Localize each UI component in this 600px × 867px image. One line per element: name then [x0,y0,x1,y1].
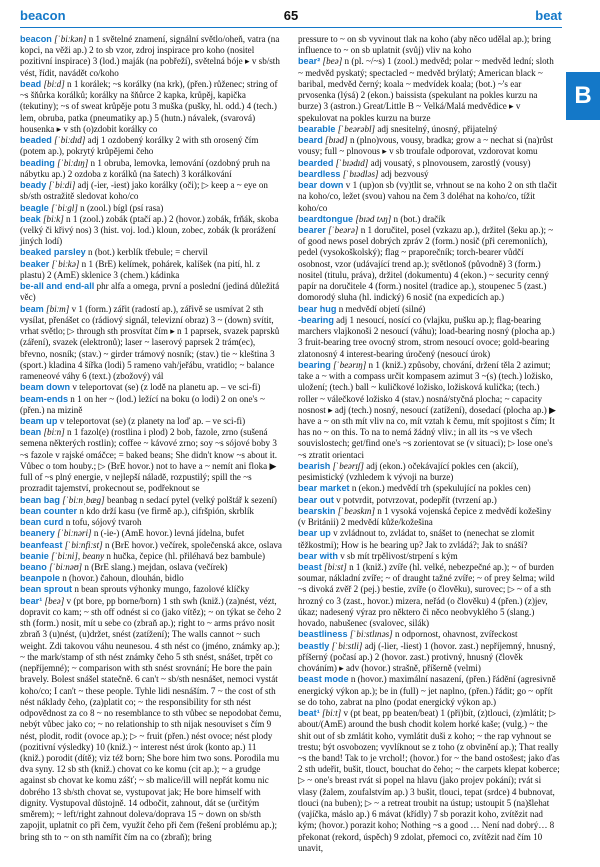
dictionary-entry [20,528,282,539]
dictionary-entry [20,540,282,551]
entry-definition: v (pt beat, pp beaten/beat) 1 (při)bít, (z)tlouci, (z)mlátit; ▷ about/(AmE) around the bush chodit kolem horké kaše; (vulg.) ~ the shit out of sb zmlátit koho, vymlátit duši z koho; ~ the rap vyhnout se trestu; být osvobozen; vyvlíknout se z toho (z obvinění ap.); That really ~s the band! Tak to je vrchol!; (hovor.) for ~ the band ostošest; jako ďas 2 sth udeřit, bušit, tlouct, bouchat do čeho; ~ the carpets klepat koberce; ▷ ~ one's breast rvát si popel na hlavu (jako projev pokání); rvát si vlasy (žalem, zoufalstvím ap.) 3 bušit, tlouci, tepat (srdce) 4 bubnovat, tlouci (na buben); ▷ ~ a retreat troubit na ústup; ustoupit 5 (na)šlehat (vajíčka, máslo ap.) 6 mávat (křídly) 7 sb porazit koho, zvítězit nad kým; (hovor.) porazit koho; Nothing ~s a good … Není nad dobrý… 8 překonat (rekord, úspěch) 9 zdolat, přemoci co, zvítězit nad čím 10 unavit, [298,708,560,853]
entry-definition: n tofu, sójový tvaroh [65,517,142,528]
dictionary-entry [298,461,560,483]
entry-definition: n (pl. ~/~s) 1 (zool.) medvěd; polar ~ medvěd lední; sloth ~ medvěd pyskatý; spectacled ~ medvěd brýlatý; American black ~ baribal, medvěd černý; koala ~ medvídek koala; (bot.) ~'s ear prvosenka (lýsá) 2 (ekon.) baissista (spekulant na pokles kurzu na burze) 3 (astron.) Great/Little B ~ Velká/Malá medvědice ▸ v spekulovat na pokles kurzu na burze [298,56,554,123]
entry-headword: bear out [298,494,334,505]
dictionary-entry [298,158,560,169]
entry-definition: n (ekon.) medvědí trh (spekulující na pokles cen) [351,483,531,494]
entry-headword: bear up [298,528,331,539]
page-header [20,8,562,26]
entry-headword: beak [20,213,41,224]
dictionary-entry [298,641,560,675]
entry-headword: be-all and end-all [20,281,95,292]
entry-headword: beam down [20,382,71,393]
entry-headword: beanfeast [20,539,63,550]
entry-definition: n 1 (zool.) zobák (ptačí ap.) 2 (hovor.) zobák, frňák, skoba (velký či křivý nos) 3 (hist. voj. lod.) kloun, zobec, zobák (k prorážení jiných lodí) [20,213,279,247]
entry-pronunciation: [ˈbeəskɪn] [337,505,375,516]
entry-pronunciation: [ˈbiːnəʊ] [49,562,83,573]
dictionary-entry [298,674,560,708]
entry-definition: n (bot.) kerblík třebule; = chervil [88,247,208,258]
entry-headword: bearable [298,123,336,134]
dictionary-entry [298,214,560,225]
entry-headword: beagle [20,202,49,213]
entry-definition: adj bezvousý [380,168,429,179]
entry-headword: bear² [298,56,321,67]
entry-headword: beading [20,157,55,168]
dictionary-entry [20,203,282,214]
entry-pronunciation: [biːst] [324,562,347,573]
entry-headword: bean bag [20,494,60,505]
entry-definition: v 1 (form.) zářit (radostí ap.), zářivě se usmívat 2 sth vysílat, přenášet co (rádiový signál, televizní obraz) 3 ~ (down) svítit, vrhat světlo; ▷ through sth prosvítat čím ▸ n 1 paprsek, svazek paprsků (záření), svazek (elektronů); laser ~ laserový paprsek 2 trám(ec), břevno, nosník; (stav.) ~ girder trámový nosník; (stav.) tie ~ kleština 3 (sport.) kladina 4 šířka (lodi) 5 rameno vah/jeřábu, vratidlo; ~ balance rameneové váhy 6 (text.) (zbožový) vál [20,303,280,382]
entry-pronunciation: [biːd] [43,78,65,89]
entry-pronunciation: [ˈbiːni], beany [51,550,105,561]
entry-headword: bear¹ [20,595,43,606]
entry-pronunciation: [ˈbiːdɪd] [54,135,86,146]
entry-headword: beaker [20,258,50,269]
entry-definition: v teleportovat (se) (z lodě na planetu ap. – ve sci-fi) [72,382,261,393]
dictionary-entry [298,506,560,528]
entry-pronunciation: [biːn] [43,427,65,438]
dictionary-entry [298,708,560,854]
dictionary-entry [298,304,560,315]
dictionary-entry [20,158,282,180]
entry-headword: bean [20,427,42,438]
page-number: 65 [283,8,299,23]
entry-definition: v teleportovat (se) (z planety na loď ap. – ve sci-fi) [59,415,246,426]
entry-definition: adj 1 nesoucí, nosící co (vlajku, pušku ap.); flag-bearing marchers vlajkonoši 2 nesoucí (váhu); load-bearing nosný (plocha ap.) 3 fruit-bearing tree ovocný strom, strom nesoucí ovoce; gold-bearing zlatonosný 4 interest-bearing úročený (nesoucí úrok) [298,314,555,359]
entry-pronunciation: [ˈbiːgl] [51,202,78,213]
left-guide-word: beacon [20,8,66,23]
entry-headword: beast mode [298,674,349,685]
dictionary-entry [298,495,560,506]
entry-definition: n kdo drží kasu (ve firmě ap.), cifršpión, skrblík [79,505,254,516]
dictionary-entry [20,573,282,584]
entry-definition: n hučka, čepice (hl. přiléhavá bez bambule) [106,550,265,561]
entry-pronunciation: [bɪəd tʌŋ] [355,213,392,224]
entry-headword: bear hug [298,303,337,314]
entry-headword: beanpole [20,573,60,584]
entry-pronunciation: [ˈbiːnˌbæg] [62,494,105,505]
entry-pronunciation: [ˈbiːdi] [48,180,76,191]
entry-definition: adj (-ier, -iest) jako korálky (oči); ▷ keep a ~ eye on sb/sth ostražitě sledovat koho/co [20,180,268,202]
entry-definition: v potvrdit, potvrzovat, podepřít (tvrzení ap.) [336,494,497,505]
entry-definition: adj snesitelný, únosný, přijatelný [377,123,498,134]
dictionary-entry [20,382,282,393]
dictionary-entry [298,360,560,461]
entry-headword: beaded [20,135,52,146]
entry-definition: n 1 světelné znamení, signální světlo/oheň, vatra (na kopci, na věži ap.) 2 to sb vzor, zdroj inspirace pro koho (nositel pozitivní inspirace) 3 (lod.) maják (na pobřeží), světelná bóje ▸ v sb/sth vést, řídit, navádět co/koho [20,34,280,78]
entry-pronunciation: [ˈbɪədləs] [342,168,379,179]
entry-pronunciation: [ˈbiːstlɪnəs] [349,629,393,640]
entry-pronunciation: [ˈbeərəbl] [337,123,376,134]
entry-definition: beanbag n sedací pytel (velký polštář k sezení) [106,494,277,505]
entry-pronunciation: [beə] [322,56,343,67]
entry-headword: beady [20,180,47,191]
dictionary-entry [20,562,282,573]
entry-definition: n 1 (kniž.) způsoby, chování, držení těla 2 azimut; take a ~ with a compass určit kompasem azimut 3 ~(s) (tech.) ložisko, uložení; (tech.) ball ~ kuličkové ložisko, ložisková kulička; (tech.) roller ~ válečkové ložisko 4 (stav.) nosná/styčná plocha; ~ capacity nosnost ▸ adj (tech.) nosný, nesoucí (zatížení), dosedací (plocha ap.) ▶ have a ~ on sth mít vliv na co, mít vztah k čemu, mít spojitost s čím; It has no ~ on this. To na to nemá žádný vliv.; in all its ~s ve všech souvislostech; get/find one's ~s zorientovat se (v situaci); ▷ lose one's ~s ztratit orientaci [298,359,557,460]
entry-headword: bear market [298,483,350,494]
entry-headword: beam-ends [20,393,69,404]
dictionary-entry [298,528,560,550]
entry-headword: beat¹ [298,708,320,719]
dictionary-entry [20,517,282,528]
dictionary-entry [298,34,560,56]
dictionary-entry [20,584,282,595]
entry-definition: n 1 korálek; ~s korálky (na krk), (přen.) růženec; string of ~s šňůrka korálků; korálky na šňůrce 2 kapka, krůpěj, kapička (tekutiny); ~s of sweat krůpěje potu 3 muška (pušky, hl. odd.) 4 (tech.) lem, obruba, patka (pneumatiky ap.) 5 (hutn.) návalek, (svarová) housenka ▸ v sth (o)zdobit korálky co [20,78,278,134]
entry-definition: n (hovor.) maximální nasazení, (přen.) řádění (agresivně energický výkon ap.); be in (full) ~ jet naplno, (přen.) řádit; go ~ opřít se do toho, zabrat na plno (podat energický výkon ap.) [298,674,556,707]
entry-pronunciation: [ˈbiːnfiːst] [64,539,103,550]
entry-pronunciation: [ˈbiːkən] [54,34,87,44]
entry-pronunciation: [beə] [44,595,65,606]
entry-definition: v sb mít trpělivost/strpení s kým [340,550,458,561]
entry-definition: n 1 doručitel, posel (vzkazu ap.), držitel (šeku ap.); ~ of good news posel dobrých zpráv 2 (form.) nosič (při ceremoniích), pedel (vysokoškolský); flag ~ praporečník; torch-bearer vůdčí osobnost, vzor (udávající trend ap.); světlonoš (původně) 3 (form.) nositel (titulu, práva), držitel (dokumentu) 4 (ekon.) ~ security cenný papír na doručitele 4 (form.) nositel (tradice ap.), stoupenec 5 (zast.) domorodý sluha (hl. indický) 6 nosič (na expedicích ap.) [298,224,554,303]
entry-pronunciation: [ˈbeərə] [328,224,359,235]
dictionary-entry [20,394,282,416]
dictionary-entry [20,281,282,303]
dictionary-entry [298,483,560,494]
entry-headword: beanery [20,528,55,539]
entry-definition: adj vousatý, s plnovousem, zarostlý (vousy) [370,157,531,168]
entry-definition: n 1 fazol(e) (rostlina i plod) 2 bob, fazole, zrno (sušená semena některých rostlin); coffee ~ kávové zrno; soy ~s sójové boby 3 ~s fazole v rajské omáčce; = baked beans; She didn't know ~s about it. Vůbec o tom houby.; ▷ (BrE hovor.) not to have a ~ nemít ani floka ▶ full of ~s plný energie, v nejlepší náladě, rozpustilý; spill the ~s prozradit tajemství, prokecnout se, podřeknout se [20,427,278,494]
dictionary-entry [20,551,282,562]
dictionary-entry [20,79,282,135]
entry-pronunciation: [ˈbiːkə] [51,258,80,269]
left-column [20,34,282,843]
entry-definition: v (pt bore, pp borne/born) 1 sth swh (kniž.) (za)nést, vézt, dopravit co kam; ~ sth off odnést si co (jako vítěz); ~ on týkat se čeho 2 sth (form.) nosit, mít u sebe co (zbraň ap.); right to ~ arms právo nosit zbraň 3 (u)nést, (u)držet, snést (zatížení); The walls cannot ~ such weight. Zdi takovou váhu neunesou. 4 sth nést co (jméno, známky ap.); ~ the mark/stamp of sth nést známky čeho 5 sth snést, snášet, trpět co (nepříjemné); ~ comparison with sth snést srovnání; He bore the pain bravely. Bolest snášel statečně. 6 can't ~ sb/sth nesnášet, nemoci vystát koho/co; I can't ~ these people. Tyhle lidi nesnáším. 7 ~ the cost of sth nést náklady čeho, (za)platit co; ~ the responsibility for sth nést odpovědnost za co 8 ~ no resemblance to sth vůbec se nepodobat čemu, nebýt vůbec jako co; ~ no relationship to sth nijak nesouviset s čím 9 nést, plodit, rodit (ovoce ap.); ▷ ~ fruit (přen.) nést ovoce; nést plody (pozitivní výsledky) 10 (kniž.) ~ interest nést úrok (konto ap.) 11 (kniž.) porodit (dítě); viz též born; She bore him two sons. Porodila mu dva syny. 12 sb sth (kniž.) chovat co ke komu (cit ap.); ~ a grudge against sb chovat ke komu zášť; ~ sb malice/ill will nepřát komu nic dobrého 13 sb/sth chovat se, vystupovat jak; He bore himself with dignity. Vystupoval důstojně. 14 odbočit, zahnout, dát se (určitým směrem); ~ left/right zahnout doleva/doprava 15 ~ down on sb/sth zapojit, uplatnit co při čem, využít čeho při čem (řešení problému ap.); bring sth to ~ on sth namířit čím na co (zbraň); bring [20,595,282,842]
entry-definition: pressure to ~ on sb vyvinout tlak na koho (aby něco udělal ap.); bring influence to ~ on sb uplatnit (svůj) vliv na koho [298,34,551,56]
entry-pronunciation: [ˈbiːnəri] [57,528,92,539]
entry-definition: n 1 vysoká vojenská čepice z medvědí kožešiny (v Británii) 2 medvědí kůže/kožešina [298,505,552,528]
dictionary-entry [20,259,282,281]
dictionary-entry [20,427,282,494]
entry-pronunciation: [bɪəd] [325,135,348,146]
dictionary-entry [20,247,282,258]
entry-definition: phr alfa a omega, první a poslední (jediná důležitá věc) [20,281,280,303]
entry-headword: beaked parsley [20,247,86,258]
entry-pronunciation: [biːt] [322,708,342,719]
entry-definition: n (BrE slang.) mejdan, oslava (večírek) [84,562,228,573]
dictionary-entry [298,225,560,304]
dictionary-entry [298,169,560,180]
entry-headword: bear with [298,550,338,561]
entry-definition: n 1 obruba, lemovka, lemování (ozdobný pruh na nábytku ap.) 2 ozdoba z korálků (na šatech) 3 korálkování [20,157,271,179]
entry-definition: n odpornost, ohavnost, zvířeckost [394,629,518,640]
entry-headword: beast [298,562,322,573]
entry-headword: bearing [298,359,331,370]
entry-pronunciation: [ˈbiːdɪŋ] [57,157,89,168]
entry-pronunciation: [biːk] [43,213,64,224]
entry-pronunciation: [ˈbiːstli] [331,640,363,651]
entry-definition: adj (-lier, -liest) 1 (hovor. zast.) nepříjemný, hnusný, příšerný (počasí ap.) 2 (hovor. zast.) protivný, hnusný (člověk chováním) ▸ adv (hovor.) strašně, příšerně (velmi) [298,640,556,674]
entry-headword: bear down [298,180,344,191]
entry-definition: v zvládnout to, zvládat to, snášet to (nenechat se zlomit těžkostmi); How is he bearing up? Jak to zvládá?; Jak to snáší? [298,528,535,550]
entry-definition: n medvědí objetí (silné) [338,303,426,314]
entry-headword: beardless [298,168,341,179]
entry-pronunciation: [ˈbeərɪʃ] [332,460,364,471]
entry-definition: n 1 (BrE) kelímek, pohárek, kalíšek (na pití, hl. z plastu) 2 (AmE) sklenice 3 (chem.) kádinka [20,258,261,280]
entry-definition: v 1 (up)on sb (vy)tlit se, vrhnout se na koho 2 on sth tlačit na koho/co, ležet (svou) vahou na čem 3 doléhat na koho/co, tížit koho/co [298,180,557,213]
entry-definition: n (zool.) bígl (psí rasa) [80,202,164,213]
header-rule [20,27,562,28]
entry-pronunciation: [ˈbɪədɪd] [335,157,369,168]
entry-headword: beastly [298,640,330,651]
entry-pronunciation: [biːm] [46,303,70,314]
dictionary-entry [20,506,282,517]
dictionary-entry [20,180,282,202]
entry-definition: n 1 (kniž.) zvíře (hl. velké, nebezpečné ap.); ~ of burden soumar, nákladní zvíře; ~ of draught tažné zvíře; ~ of prey šelma; wild ~s divoká zvěř 2 (pej.) bestie, zvíře (o člověku), surovec; ▷ ~ of a sth hrozný co 3 (zast., hovor.) mizera, neřád (o člověku) 4 (přen.) (z)jev, úkaz; nadesený výraz pro některo či něco neobvyklého 5 (slang.) hovado, nabušenec (svalovec, silák) [298,562,555,629]
right-column [298,34,560,854]
dictionary-entry [298,135,560,157]
entry-definition: n (BrE hovor.) večírek, společenská akce, oslava [104,539,282,550]
dictionary-entry [20,495,282,506]
dictionary-entry [20,34,282,79]
entry-definition: adj (ekon.) očekávající pokles cen (akcií), pesimistický (vzhledem k vývoji na burze) [298,460,519,483]
entry-definition: adj 1 ozdobený korálky 2 with sth orosený čím (potem ap.), pokrytý krůpějemi čeho [20,135,259,157]
entry-headword: bean sprout [20,584,73,595]
dictionary-entry [20,416,282,427]
entry-headword: bearded [298,157,334,168]
right-guide-word: beat [535,8,562,23]
entry-headword: beastliness [298,629,348,640]
entry-pronunciation: [ˈbeərɪŋ] [333,359,367,370]
thumb-index-tab: B [566,72,600,120]
entry-definition: n (bot.) dračík [393,213,446,224]
dictionary-entry [20,596,282,843]
entry-headword: beam [20,303,44,314]
dictionary-entry [20,304,282,383]
entry-headword: bean curd [20,517,64,528]
dictionary-entry [298,629,560,640]
entry-headword: beardtongue [298,213,354,224]
entry-headword: beam up [20,415,58,426]
entry-headword: beard [298,135,323,146]
entry-headword: -bearing [298,314,334,325]
entry-definition: n 1 on her ~ (lod.) ležící na boku (o lodi) 2 on one's ~ (přen.) na mizině [20,393,265,415]
entry-definition: n bean sprouts výhonky mungo, fazolové klíčky [74,584,250,595]
entry-headword: beano [20,562,47,573]
dictionary-entry [298,180,560,214]
entry-definition: n (hovor.) čahoun, dlouhán, bidlo [62,573,184,584]
entry-headword: beanie [20,550,49,561]
dictionary-entry [298,315,560,360]
entry-headword: bearskin [298,505,336,516]
entry-definition: n (plno)vous, vousy, bradka; grow a ~ nechat si (na)růst vousy; full ~ plnovous ▸ v sb troufale odporovat, vzdorovat komu [298,135,554,157]
dictionary-entry [298,124,560,135]
entry-headword: bead [20,78,42,89]
dictionary-entry [20,214,282,248]
dictionary-entry [298,562,560,629]
entry-headword: bearer [298,224,326,235]
entry-headword: bearish [298,460,331,471]
entry-headword: beacon [20,34,52,44]
entry-definition: n (-ie-) (AmE hovor.) levná jídelna, bufet [93,528,245,539]
entry-headword: bean counter [20,505,78,516]
dictionary-entry [298,56,560,123]
dictionary-entry [20,135,282,157]
dictionary-entry [298,551,560,562]
